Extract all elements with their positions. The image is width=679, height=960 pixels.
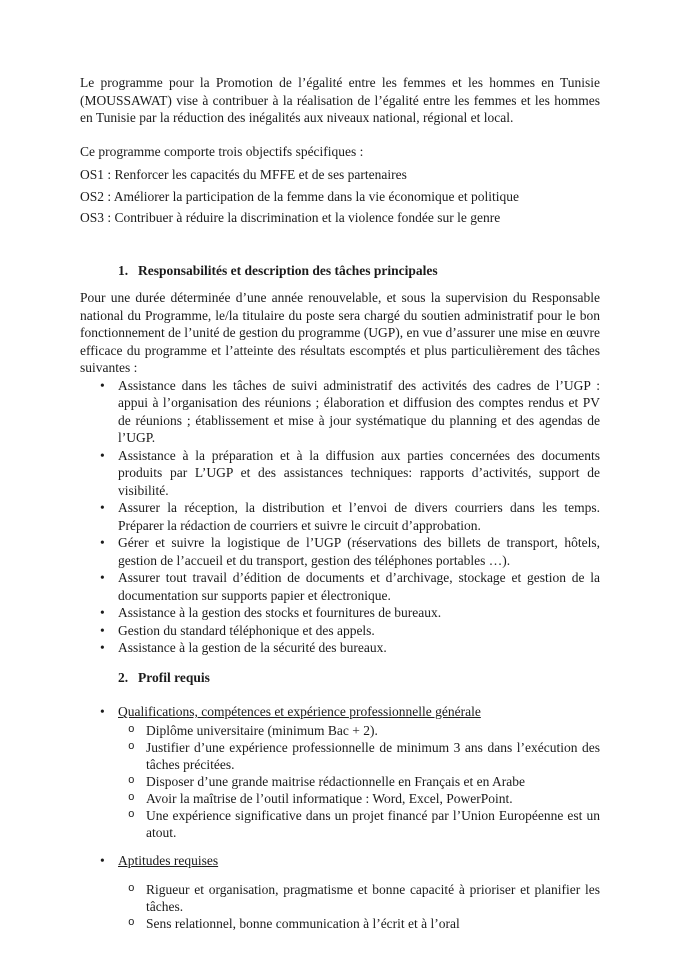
task-text: Assurer tout travail d’édition de documents et d’archivage, stockage et gestion de la documentation sur supports papier et électronique.: [118, 570, 600, 603]
objectives-lead: Ce programme comporte trois objectifs spécifiques :: [80, 143, 364, 159]
task-item: [80, 569, 600, 604]
bullet-icon: •: [100, 535, 105, 550]
task-text: Assistance dans les tâches de suivi administratif des activités des cadres de l’UGP : appui à l’organisation des réunions ; élaboration et diffusion des comptes rendus et PV de réunions ; établissement et mise à jour systématique du planning et des agendas de l’UGP.: [118, 377, 600, 445]
circle-bullet-icon: o: [128, 808, 135, 821]
circle-bullet-icon: o: [128, 723, 135, 736]
bullet-icon: •: [100, 605, 105, 620]
objective-os2: OS2 : Améliorer la participation de la femme dans la vie économique et politique: [80, 188, 519, 204]
qualification-text: Justifier d’une expérience professionnelle de minimum 3 ans dans l’exécution des tâches précitées.: [146, 739, 600, 772]
bullet-icon: •: [100, 447, 105, 463]
circle-bullet-icon: o: [128, 917, 135, 929]
objective-os3: OS3 : Contribuer à réduire la discrimination et la violence fondée sur le genre: [80, 210, 501, 225]
task-item: [80, 534, 600, 569]
qualifications-list: [80, 722, 600, 841]
aptitudes-heading-text: Aptitudes requises: [118, 852, 219, 868]
task-text: Assistance à la gestion des stocks et fournitures de bureaux.: [118, 605, 442, 620]
bullet-icon: •: [100, 640, 105, 655]
task-text: Gestion du standard téléphonique et des appels.: [118, 622, 375, 638]
circle-bullet-icon: o: [128, 774, 135, 787]
aptitude-item: [80, 915, 600, 932]
section1-intro-paragraph: Pour une durée déterminée d’une année renouvelable, et sous la supervision du Responsable national du Programme, le/la titulaire du poste sera chargé du soutien administratif pour le bon fonctionnement de l’unité de gestion du programme (UGP), en vue d’assurer une mise en œuvre efficace du programme et l’atteinte des résultats escomptés et plus particulièrement des tâches suivantes :: [80, 290, 600, 375]
task-item: [80, 447, 600, 500]
circle-bullet-icon: o: [128, 883, 135, 895]
qualification-item: [80, 790, 600, 807]
intro-paragraph: Le programme pour la Promotion de l’égalité entre les femmes et les hommes en Tunisie (MOUSSAWAT) vise à contribuer à la réalisation de l’égalité entre les femmes et les hommes en Tunisie par la réduction des inégalités aux niveaux national, régional et local.: [80, 75, 600, 125]
aptitude-item: [80, 881, 600, 915]
bullet-icon: •: [100, 704, 105, 719]
section1-title: Responsabilités et description des tâches principales: [138, 262, 438, 278]
task-text: Gérer et suivre la logistique de l’UGP (réservations des billets de transport, hôtels, gestion de l’accueil et du transport, gestion des téléphones portables …).: [118, 535, 600, 568]
task-text: Assurer la réception, la distribution et l’envoi de divers courriers dans les temps. Préparer la rédaction de courriers et suivre le circuit d’approbation.: [118, 500, 600, 533]
qualification-text: Diplôme universitaire (minimum Bac + 2).: [146, 722, 378, 738]
bullet-icon: •: [100, 570, 105, 585]
objective-os1: OS1 : Renforcer les capacités du MFFE et de ses partenaires: [80, 167, 407, 182]
aptitudes-group-heading: [80, 852, 600, 870]
qualifications-heading-text: Qualifications, compétences et expérience professionnelle générale: [118, 704, 481, 719]
qualification-text: Avoir la maîtrise de l’outil informatique : Word, Excel, PowerPoint.: [146, 790, 513, 806]
qualifications-group-heading: [80, 703, 600, 721]
bullet-icon: •: [100, 622, 105, 638]
circle-bullet-icon: o: [128, 740, 135, 753]
task-text: Assistance à la préparation et à la diffusion aux parties concernées des documents produits par L’UGP et des assistances techniques: rapports d’activités, support de visibilité.: [118, 447, 600, 498]
circle-bullet-icon: o: [128, 791, 135, 804]
task-list: [80, 377, 600, 657]
task-item: [80, 377, 600, 447]
qualification-text: Disposer d’une grande maitrise rédactionnelle en Français et en Arabe: [146, 773, 525, 789]
aptitudes-list: [80, 881, 600, 932]
qualification-item: [80, 739, 600, 773]
qualification-item: [80, 773, 600, 790]
task-item: [80, 639, 600, 657]
qualification-item: [80, 722, 600, 739]
section2-title: Profil requis: [138, 669, 210, 685]
task-item: [80, 604, 600, 622]
section1-heading: [118, 262, 600, 280]
qualification-item: [80, 807, 600, 841]
bullet-icon: •: [100, 500, 105, 515]
section1-number: 1.: [118, 262, 129, 278]
aptitude-text: Sens relationnel, bonne communication à l’écrit et à l’oral: [146, 916, 460, 931]
task-item: [80, 499, 600, 534]
bullet-icon: •: [100, 852, 105, 868]
task-item: [80, 622, 600, 640]
section2-number: 2.: [118, 669, 129, 685]
bullet-icon: •: [100, 377, 105, 393]
section2-heading: [118, 669, 600, 687]
task-text: Assistance à la gestion de la sécurité des bureaux.: [118, 640, 387, 655]
qualification-text: Une expérience significative dans un projet financé par l’Union Européenne est un atout.: [146, 807, 600, 840]
aptitude-text: Rigueur et organisation, pragmatisme et bonne capacité à prioriser et planifier les tâches.: [146, 882, 600, 914]
